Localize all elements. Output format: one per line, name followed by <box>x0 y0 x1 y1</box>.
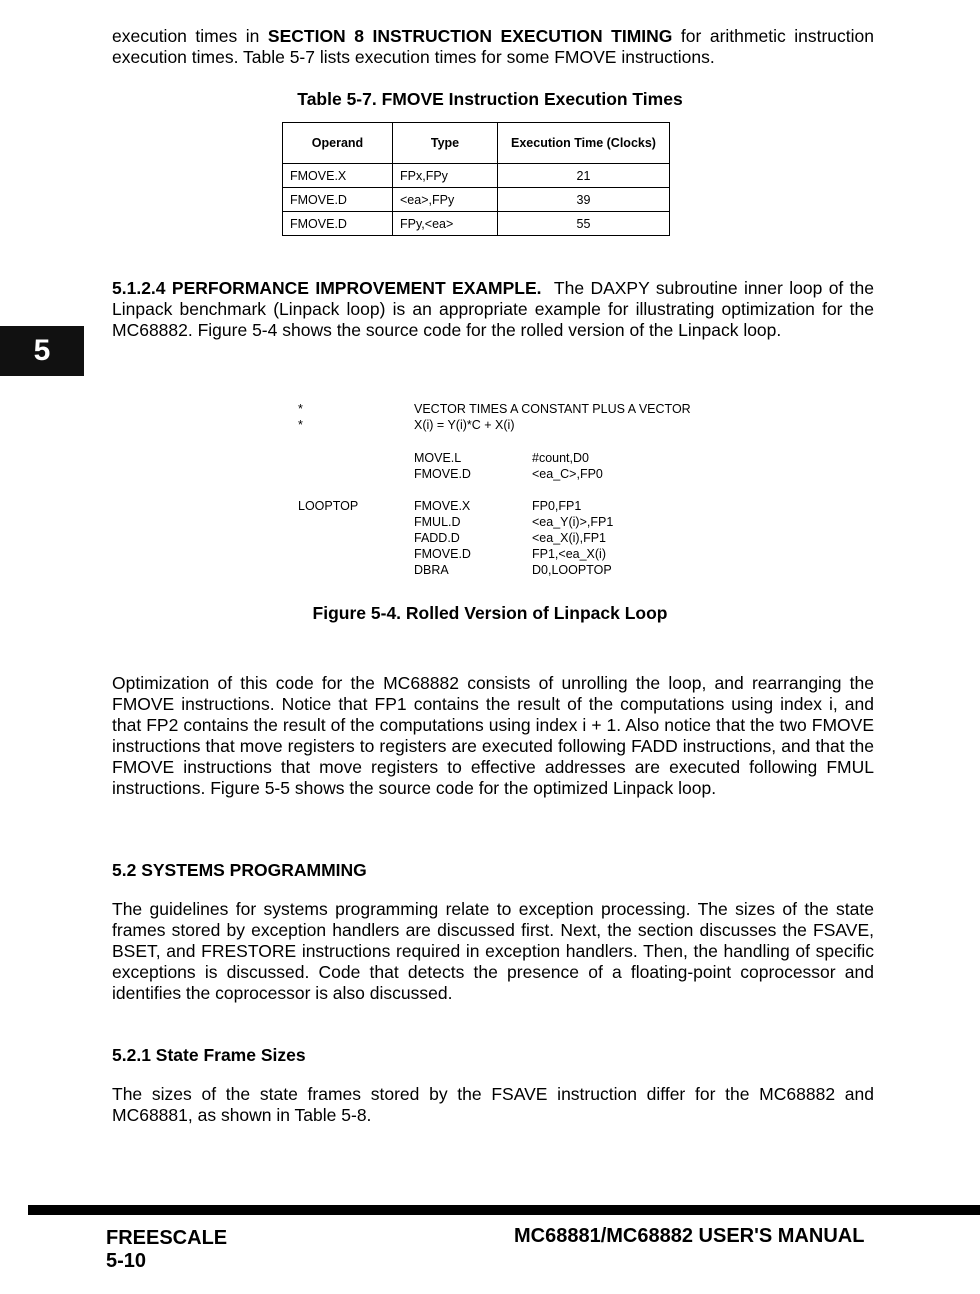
section-5124-paragraph <box>112 278 874 341</box>
code-args: FP1,<ea_X(i) <box>532 547 606 561</box>
table-cell-type: <ea>,FPy <box>393 188 498 212</box>
table-cell-type: FPx,FPy <box>393 164 498 188</box>
table-header-execution-time: Execution Time (Clocks) <box>498 123 670 164</box>
footer-page-number: 5-10 <box>106 1250 147 1272</box>
code-op: DBRA <box>414 563 449 577</box>
table-caption: Table 5-7. FMOVE Instruction Execution Times <box>297 89 683 109</box>
chapter-tab-marker: 5 <box>0 326 84 376</box>
code-label-looptop: LOOPTOP <box>298 499 359 513</box>
fmove-execution-table <box>282 122 670 236</box>
footer-brand: FREESCALE <box>106 1227 228 1249</box>
footer-manual-title: MC68881/MC68882 USER'S MANUAL <box>514 1225 865 1247</box>
intro-paragraph <box>112 26 874 68</box>
table-cell-clocks: 55 <box>498 212 670 236</box>
table-cell-operand: FMOVE.X <box>283 164 393 188</box>
section-521-paragraph: The sizes of the state frames stored by the FSAVE instruction differ for the MC68882 and MC68881, as shown in Table 5-8. <box>112 1084 874 1125</box>
section-5124-text: The DAXPY subroutine inner loop of the Linpack benchmark (Linpack loop) is an appropriate example for illustrating optimization for the MC68882. Figure 5-4 shows the source code for the rolled version of the Linpack loop. <box>112 278 874 340</box>
table-row <box>283 212 670 236</box>
figure-caption: Figure 5-4. Rolled Version of Linpack Loop <box>312 603 668 623</box>
code-op: FMOVE.X <box>414 499 471 513</box>
code-op: FMOVE.D <box>414 547 471 561</box>
code-op: FMUL.D <box>414 515 461 529</box>
table-header-row <box>283 123 670 164</box>
code-args: <ea_X(i),FP1 <box>532 531 606 545</box>
table-cell-clocks: 21 <box>498 164 670 188</box>
code-op: MOVE.L <box>414 451 462 465</box>
code-comment-line-2: X(i) = Y(i)*C + X(i) <box>414 418 515 432</box>
code-op: FMOVE.D <box>414 467 471 481</box>
code-comment-star-2: * <box>298 418 303 432</box>
code-args: D0,LOOPTOP <box>532 563 612 577</box>
code-comment-line-1: VECTOR TIMES A CONSTANT PLUS A VECTOR <box>414 402 691 416</box>
table-cell-operand: FMOVE.D <box>283 188 393 212</box>
section-521-heading: 5.2.1 State Frame Sizes <box>112 1045 306 1065</box>
code-args: #count,D0 <box>532 451 589 465</box>
table-cell-clocks: 39 <box>498 188 670 212</box>
code-op: FADD.D <box>414 531 460 545</box>
table-cell-type: FPy,<ea> <box>393 212 498 236</box>
table-header-type: Type <box>393 123 498 164</box>
table-row <box>283 188 670 212</box>
section-5124-heading: 5.1.2.4 PERFORMANCE IMPROVEMENT EXAMPLE. <box>112 278 542 298</box>
table-cell-operand: FMOVE.D <box>283 212 393 236</box>
footer-rule <box>28 1205 980 1215</box>
code-comment-star-1: * <box>298 402 303 416</box>
code-args: FP0,FP1 <box>532 499 582 513</box>
code-args: <ea_Y(i)>,FP1 <box>532 515 614 529</box>
intro-section-reference: SECTION 8 INSTRUCTION EXECUTION TIMING <box>267 26 673 46</box>
code-args: <ea_C>,FP0 <box>532 467 603 481</box>
section-52-heading: 5.2 SYSTEMS PROGRAMMING <box>112 860 367 880</box>
intro-text-post: for arithmetic instruction execution times. Table 5-7 lists execution times for some FMOVE instructions. <box>112 26 874 67</box>
section-52-paragraph: The guidelines for systems programming relate to exception processing. The sizes of the state frames stored by exception handlers are discussed first. Next, the section discusses the FSAVE, BSET, and FRESTORE instructions required in exception handlers. Then, the handling of specific exceptions is discussed. Code that detects the presence of a floating-point coprocessor and identifies the coprocessor is also discussed. <box>112 899 874 1003</box>
table-row <box>283 164 670 188</box>
table-header-operand: Operand <box>283 123 393 164</box>
intro-text-pre: execution times in <box>112 26 268 46</box>
optimization-paragraph: Optimization of this code for the MC68882 consists of unrolling the loop, and rearranging the FMOVE instructions. Notice that FP1 contains the result of the computations using index i, and that FP2 contains the result of the computations using index i + 1. Also notice that the two FMOVE instructions that move registers to registers are executed following FADD instructions, and that the FMOVE instructions that move registers to effective addresses are executed following FMUL instructions. Figure 5-5 shows the source code for the optimized Linpack loop. <box>112 673 874 798</box>
